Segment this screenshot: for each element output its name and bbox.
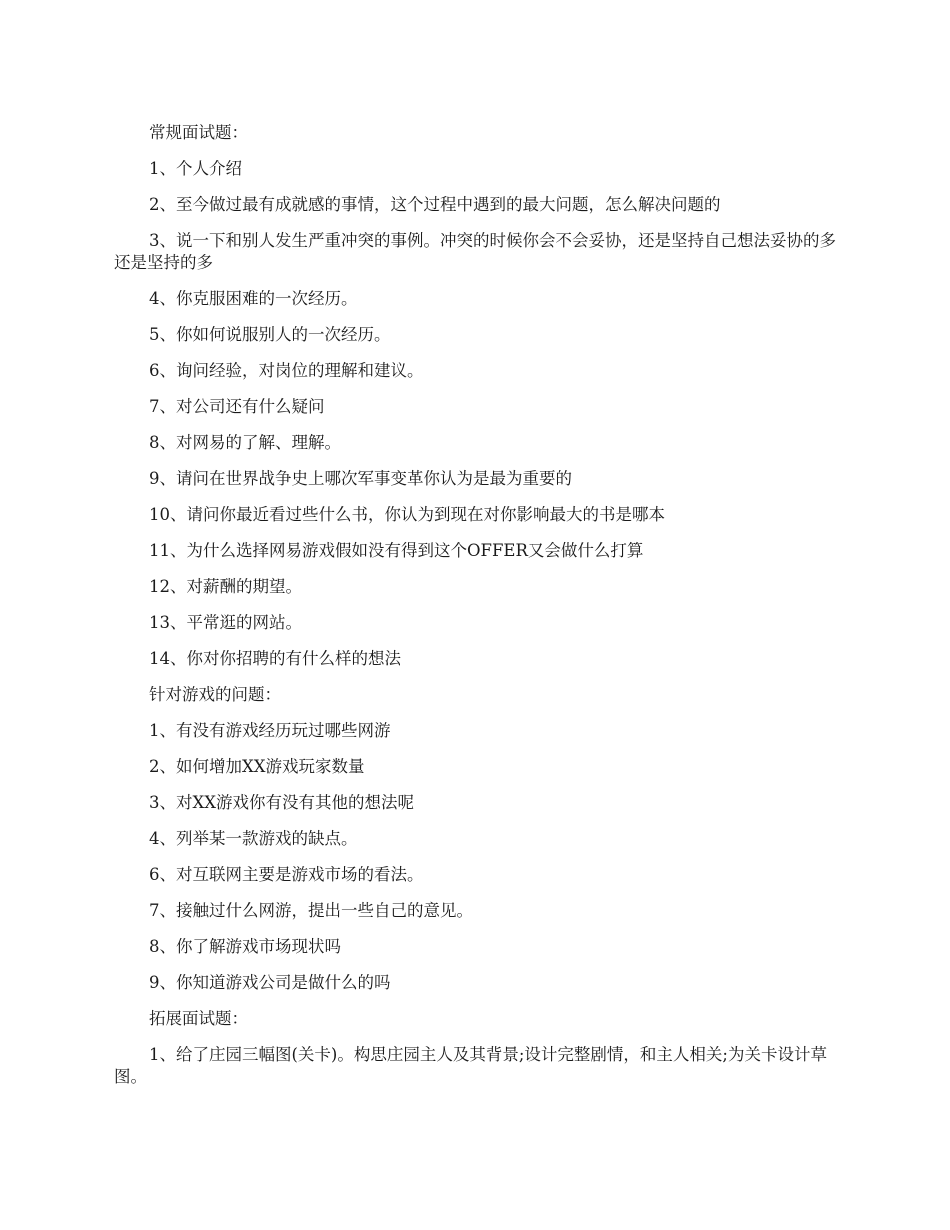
general-question-11: 11、为什么选择网易游戏假如没有得到这个OFFER又会做什么打算	[149, 541, 644, 560]
game-question-8: 8、你了解游戏市场现状吗	[149, 937, 341, 956]
game-question-1: 1、有没有游戏经历玩过哪些网游	[149, 721, 391, 740]
general-question-7: 7、对公司还有什么疑问	[149, 397, 325, 416]
general-question-6: 6、询问经验，对岗位的理解和建议。	[149, 361, 424, 380]
game-question-4: 4、列举某一款游戏的缺点。	[149, 829, 358, 848]
general-question-13: 13、平常逛的网站。	[149, 613, 302, 632]
general-question-8: 8、对网易的了解、理解。	[149, 433, 341, 452]
general-question-12: 12、对薪酬的期望。	[149, 577, 302, 596]
general-question-1: 1、个人介绍	[149, 159, 242, 178]
game-question-7: 7、接触过什么网游，提出一些自己的意见。	[149, 901, 473, 920]
general-question-3: 3、说一下和别人发生严重冲突的事例。冲突的时候你会不会妥协，还是坚持自己想法妥协的多还是坚持的多	[114, 231, 836, 272]
game-question-6: 6、对互联网主要是游戏市场的看法。	[149, 865, 424, 884]
general-question-2: 2、至今做过最有成就感的事情，这个过程中遇到的最大问题，怎么解决问题的	[149, 195, 721, 214]
general-question-5: 5、你如何说服别人的一次经历。	[149, 325, 391, 344]
document-body	[114, 122, 838, 1102]
general-question-14: 14、你对你招聘的有什么样的想法	[149, 649, 401, 668]
section-heading-game: 针对游戏的问题：	[149, 685, 281, 704]
general-question-10: 10、请问你最近看过些什么书，你认为到现在对你影响最大的书是哪本	[149, 505, 665, 524]
general-question-4: 4、你克服困难的一次经历。	[149, 289, 358, 308]
game-question-2: 2、如何增加XX游戏玩家数量	[149, 757, 365, 776]
extended-question-1: 1、给了庄园三幅图(关卡)。构思庄园主人及其背景;设计完整剧情，和主人相关;为关卡设计草图。	[114, 1045, 827, 1086]
game-question-9: 9、你知道游戏公司是做什么的吗	[149, 973, 391, 992]
section-heading-general: 常规面试题：	[149, 123, 248, 142]
section-heading-extended: 拓展面试题：	[149, 1009, 248, 1028]
game-question-3: 3、对XX游戏你有没有其他的想法呢	[149, 793, 414, 812]
general-question-9: 9、请问在世界战争史上哪次军事变革你认为是最为重要的	[149, 469, 572, 488]
